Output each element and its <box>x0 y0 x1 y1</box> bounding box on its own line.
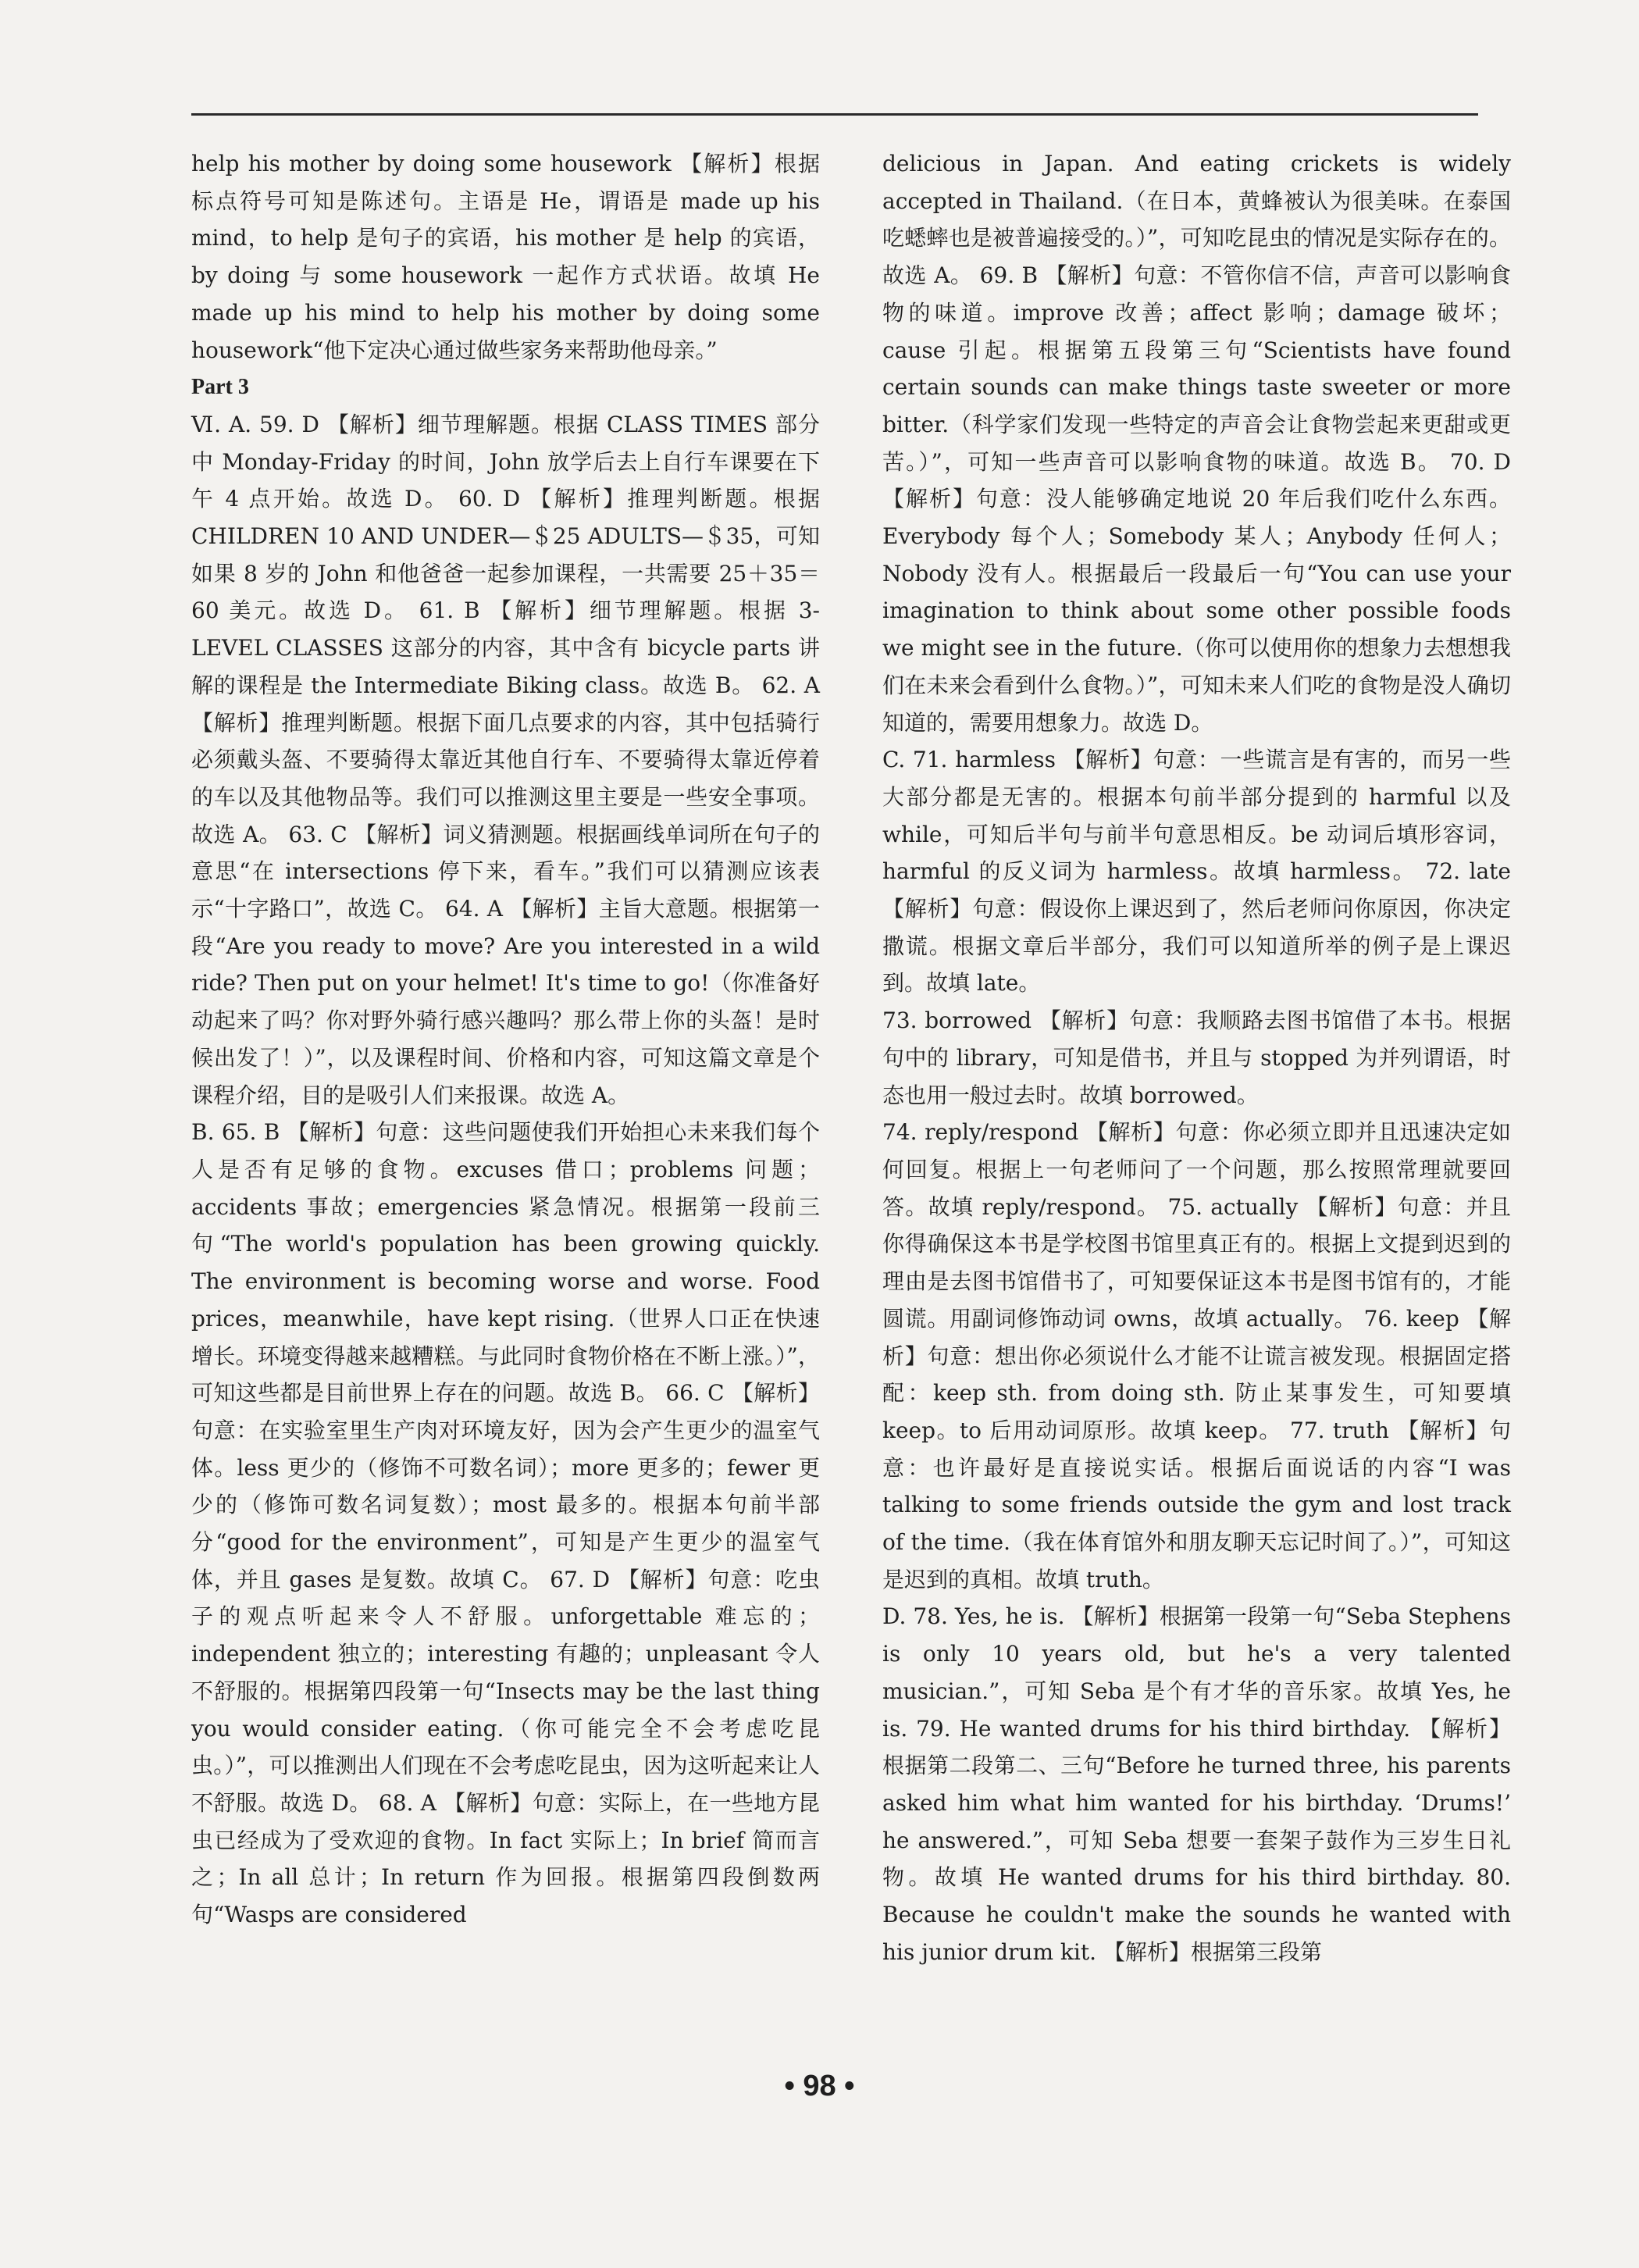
left-column <box>191 145 820 1934</box>
page-number: • 98 • <box>784 2070 855 2102</box>
answer-paragraph-section-b-cont: delicious in Japan. And eating crickets is widely accepted in Thailand.（在日本，黄蜂被认为很美味。在泰国吃蟋蟀也是被普遍接受的。）”，可知吃昆虫的情况是实际存在的。故选 A。 69. B 【解析】句意：不管你信不信，声音可以影响食物的味道。improve 改善；affect 影响；damage 破坏；cause 引起。根据第五段第三句“Scientists have found certain sounds can make things taste sweeter or more bitter.（科学家们发现一些特定的声音会让食物尝起来更甜或更苦。）”，可知一些声音可以影响食物的味道。故选 B。 70. D 【解析】句意：没人能够确定地说 20 年后我们吃什么东西。Everybody 每个人；Somebody 某人；Anybody 任何人；Nobody 没有人。根据最后一段最后一句“You can use your imagination to think about some other possible foods we might see in the future.（你可以使用你的想象力去想想我们在未来会看到什么食物。）”，可知未来人们吃的食物是没人确切知道的，需要用想象力。故选 D。 <box>882 151 1511 736</box>
answer-paragraph-73: 73. borrowed 【解析】句意：我顺路去图书馆借了本书。根据句中的 library，可知是借书，并且与 stopped 为并列谓语，时态也用一般过去时。故填 borrowed。 <box>882 1007 1511 1108</box>
right-column <box>882 145 1511 1970</box>
part-heading: Part 3 <box>191 375 249 400</box>
answer-paragraph-section-d: D. 78. Yes, he is. 【解析】根据第一段第一句“Seba Stephens is only 10 years old, but he's a very talented musician.”，可知 Seba 是个有才华的音乐家。故填 Yes, he is. 79. He wanted drums for his third birthday. 【解析】根据第二段第二、三句“Before he turned three, his parents asked him what him wanted for his birthday. ‘Drums!’ he answered.”，可知 Seba 想要一套架子鼓作为三岁生日礼物。故填 He wanted drums for his third birthday. 80. Because he couldn't make the sounds he wanted with his junior drum kit. 【解析】根据第三段第 <box>882 1603 1511 1965</box>
answer-paragraph-58: help his mother by doing some housework 【解析】根据标点符号可知是陈述句。主语是 He，谓语是 made up his mind，to help 是句子的宾语，his mother 是 help 的宾语，by doing 与 some housework 一起作方式状语。故填 He made up his mind to help his mother by doing some housework“他下定决心通过做些家务来帮助他母亲。” <box>191 151 820 363</box>
header-rule <box>191 113 1478 116</box>
answer-paragraph-74-77: 74. reply/respond 【解析】句意：你必须立即并且迅速决定如何回复。根据上一句老师问了一个问题，那么按照常理就要回答。故填 reply/respond。 75. actually 【解析】句意：并且你得确保这本书是学校图书馆里真正有的。根据上文提到迟到的理由是去图书馆借书了，可知要保证这本书是图书馆有的，才能圆谎。用副词修饰动词 owns，故填 actually。 76. keep 【解析】句意：想出你必须说什么才能不让谎言被发现。根据固定搭配：keep sth. from doing sth. 防止某事发生，可知要填 keep。to 后用动词原形。故填 keep。 77. truth 【解析】句意：也许最好是直接说实话。根据后面说话的内容“I was talking to some friends outside the gym and lost track of the time.（我在体育馆外和朋友聊天忘记时间了。）”，可知这是迟到的真相。故填 truth。 <box>882 1119 1511 1592</box>
answer-paragraph-section-a: Ⅵ. A. 59. D 【解析】细节理解题。根据 CLASS TIMES 部分中 Monday-Friday 的时间，John 放学后去上自行车课要在下午 4 点开始。故选 D。 60. D 【解析】推理判断题。根据 CHILDREN 10 AND UNDER—＄25 ADULTS—＄35，可知如果 8 岁的 John 和他爸爸一起参加课程，一共需要 25＋35＝60 美元。故选 D。 61. B 【解析】细节理解题。根据 3-LEVEL CLASSES 这部分的内容，其中含有 bicycle parts 讲解的课程是 the Intermediate Biking class。故选 B。 62. A 【解析】推理判断题。根据下面几点要求的内容，其中包括骑行必须戴头盔、不要骑得太靠近其他自行车、不要骑得太靠近停着的车以及其他物品等。我们可以推测这里主要是一些安全事项。故选 A。 63. C 【解析】词义猜测题。根据画线单词所在句子的意思“在 intersections 停下来，看车。”我们可以猜测应该表示“十字路口”，故选 C。 64. A 【解析】主旨大意题。根据第一段“Are you ready to move? Are you interested in a wild ride? Then put on your helmet! It's time to go!（你准备好动起来了吗？你对野外骑行感兴趣吗？那么带上你的头盔！是时候出发了！）”，以及课程时间、价格和内容，可知这篇文章是个课程介绍，目的是吸引人们来报课。故选 A。 <box>191 411 820 1108</box>
answer-paragraph-section-c: C. 71. harmless 【解析】句意：一些谎言是有害的，而另一些大部分都是无害的。根据本句前半部分提到的 harmful 以及 while，可知后半句与前半句意思相反。be 动词后填形容词，harmful 的反义词为 harmless。故填 harmless。 72. late 【解析】句意：假设你上课迟到了，然后老师问你原因，你决定撒谎。根据文章后半部分，我们可以知道所举的例子是上课迟到。故填 late。 <box>882 747 1511 997</box>
answer-paragraph-section-b: B. 65. B 【解析】句意：这些问题使我们开始担心未来我们每个人是否有足够的食物。excuses 借口；problems 问题；accidents 事故；emergencies 紧急情况。根据第一段前三句“The world's population has been growing quickly. The environment is becoming worse and worse. Food prices，meanwhile，have kept rising.（世界人口正在快速增长。环境变得越来越糟糕。与此同时食物价格在不断上涨。）”，可知这些都是目前世界上存在的问题。故选 B。 66. C 【解析】句意：在实验室里生产肉对环境友好，因为会产生更少的温室气体。less 更少的（修饰不可数名词）；more 更多的；fewer 更少的（修饰可数名词复数）；most 最多的。根据本句前半部分“good for the environment”，可知是产生更少的温室气体，并且 gases 是复数。故填 C。 67. D 【解析】句意：吃虫子的观点听起来令人不舒服。unforgettable 难忘的；independent 独立的；interesting 有趣的；unpleasant 令人不舒服的。根据第四段第一句“Insects may be the last thing you would consider eating.（你可能完全不会考虑吃昆虫。）”，可以推测出人们现在不会考虑吃昆虫，因为这听起来让人不舒服。故选 D。 68. A 【解析】句意：实际上，在一些地方昆虫已经成为了受欢迎的食物。In fact 实际上；In brief 简而言之；In all 总计；In return 作为回报。根据第四段倒数两句“Wasps are considered <box>191 1119 820 1928</box>
